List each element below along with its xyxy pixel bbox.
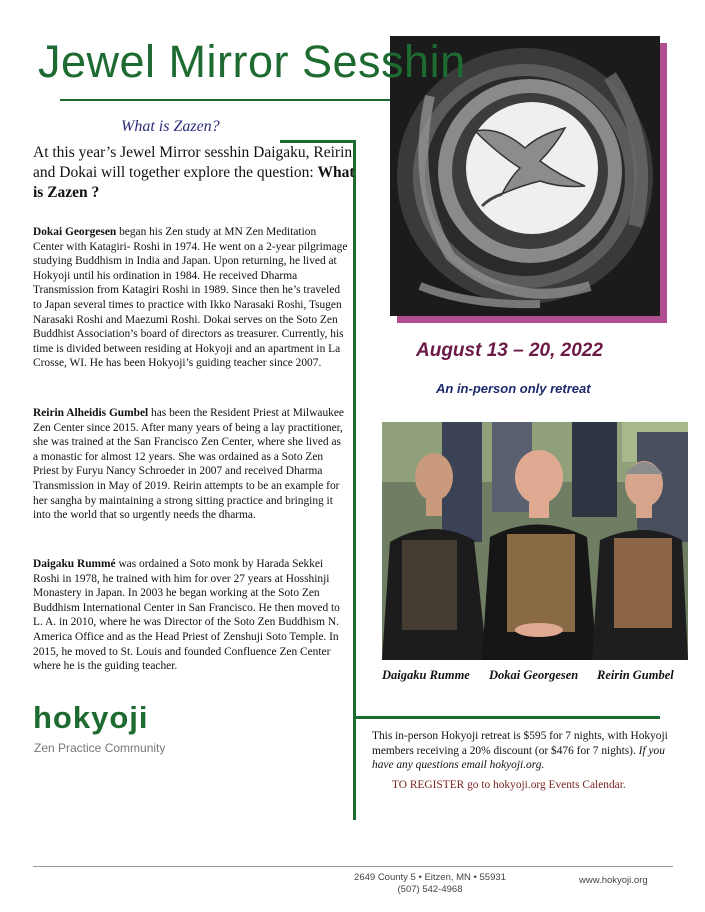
pricing-info <box>372 729 672 773</box>
bio-daigaku <box>33 557 348 674</box>
bio-reirin <box>33 406 348 523</box>
register-link[interactable]: TO REGISTER go to hokyoji.org Events Calendar. <box>392 779 626 791</box>
bottom-right-rule <box>353 716 660 719</box>
bio-name: Reirin Alheidis Gumbel <box>33 407 149 419</box>
caption-daigaku: Daigaku Rumme <box>382 668 470 682</box>
intro-question: What is Zazen ? <box>33 164 355 201</box>
bio-dokai <box>33 225 348 371</box>
hokyoji-logo: hokyoji <box>33 700 149 735</box>
bio-name: Daigaku Rummé <box>33 558 116 570</box>
intro-paragraph <box>33 143 363 203</box>
caption-reirin: Reirin Gumbel <box>597 668 674 682</box>
footer-phone: (507) 542-4968 <box>397 884 463 895</box>
bio-name: Dokai Georgesen <box>33 226 117 238</box>
page-title: Jewel Mirror Sesshin <box>38 36 466 87</box>
bio-text: has been the Resident Priest at Milwaukee Zen Center since 2015. After many years of being a lay practitioner, she was trained at the San Francisco Zen Center, where she lived as a monastic for almost 12 years. She was ordained as a Soto Zen Priest by Furyu Nancy Schroeder in 2007 and received Dharma Transmission in May of 2019. Reirin attempts to be an example for her sangha by maintaining a strong sitting practice and bringing it into the world that so urgently needs the dharma. <box>33 407 344 522</box>
zazen-heading: What is Zazen? <box>121 118 220 135</box>
footer-website[interactable]: www.hokyoji.org <box>579 875 648 886</box>
footer-address <box>330 872 530 896</box>
bio-text: began his Zen study at MN Zen Meditation Center with Katagiri- Roshi in 1974. He went on a 2-year pilgrimage studying Buddhism in India and Japan. Upon returning, he lived at Hokyoji until his ordination in 1984. He received Dharma Transmission from Katagiri Roshi in 1989. Since then he’s traveled to Japan several times to practice with Ikko Narasaki Roshi, Tsugen Narasaki Roshi and Maezumi Roshi. Dokai serves on the Soto Zen Buddhist Association’s board of directors as treasurer. Currently, his time is divided between residing at Hokyoji and an apartment in La Crosse, WI. He has been Hokyoji’s guiding teacher since 2007. <box>33 226 348 370</box>
caption-dokai: Dokai Georgesen <box>489 668 579 682</box>
title-underline <box>60 99 390 101</box>
footer-rule <box>33 866 673 867</box>
logo-tagline: Zen Practice Community <box>34 741 166 755</box>
pricing-text: This in-person Hokyoji retreat is $595 for 7 nights, with Hokyoji members receiving a 20% discount (or $476 for 7 nights). <box>372 730 668 757</box>
bio-text: was ordained a Soto monk by Harada Sekkei Roshi in 1978, he trained with him for over 27 years at Hosshinji Monastery in Japan. In 2003 he began working at the Soto Zen Buddhism International Center in San Francisco. He then moved to L. A. in 2010, where he was Director of the Soto Zen Buddhism N. America Office and as the Head Priest of Zenshuji Soto Temple. In 2015, he moved to St. Louis and founded Confluence Zen Center where he is the guiding teacher. <box>33 558 340 673</box>
teachers-photo <box>382 422 688 660</box>
intro-text: At this year’s Jewel Mirror sesshin Daigaku, Reirin and Dokai will together explore the question: <box>33 144 353 181</box>
retreat-dates: August 13 – 20, 2022 <box>416 340 603 361</box>
pricing-questions: If you have any questions email hokyoji.org. <box>372 744 665 771</box>
footer-street: 2649 County 5 • Eitzen, MN • 55931 <box>354 872 506 883</box>
retreat-format: An in-person only retreat <box>436 381 591 396</box>
